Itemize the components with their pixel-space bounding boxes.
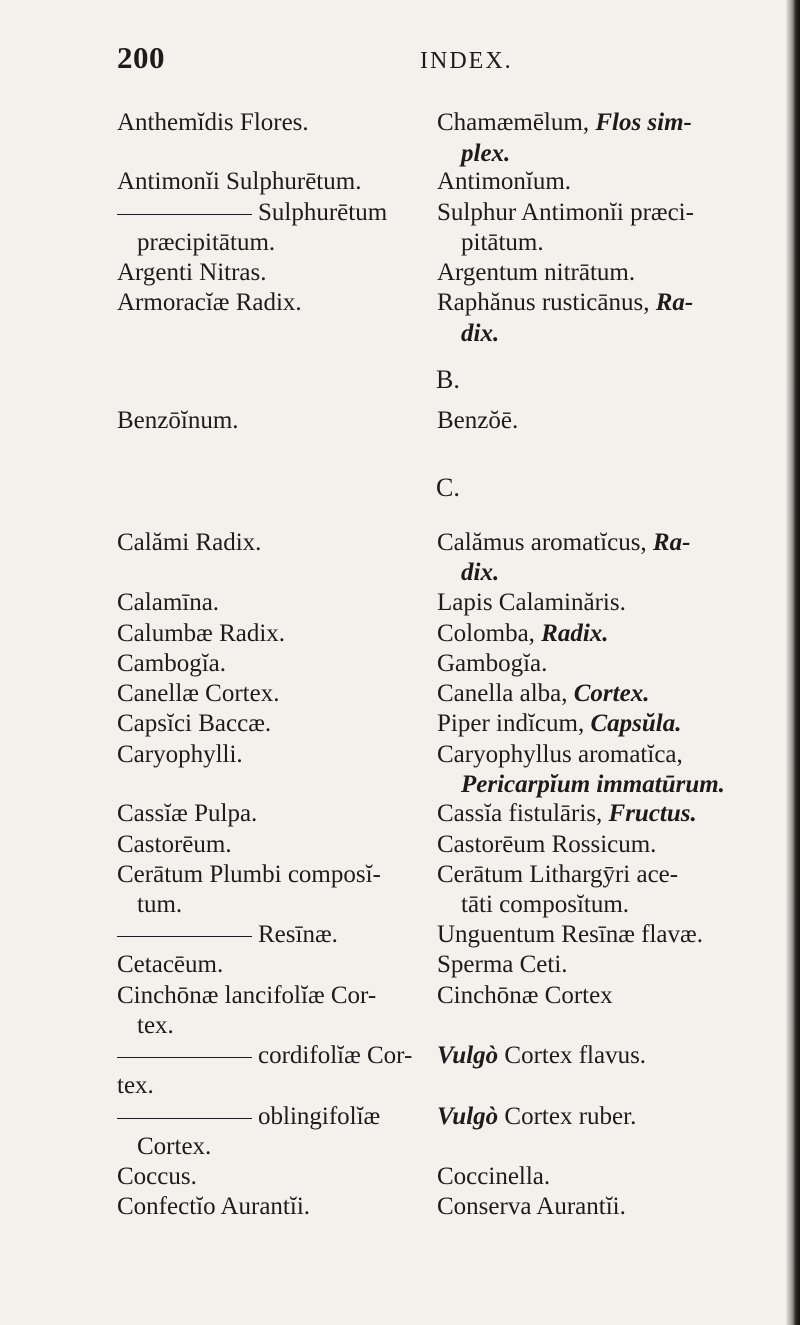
entry-right: tāti composĭtum. — [461, 891, 630, 918]
page-number: 200 — [117, 40, 165, 75]
entry-right: Conserva Aurantĭi. — [437, 1193, 626, 1220]
entry-right: Sperma Ceti. — [437, 951, 568, 978]
section-heading-c: C. — [436, 473, 460, 502]
entry-right: Unguentum Resīnæ flavæ. — [437, 921, 703, 948]
entry-left: Anthemĭdis Flores. — [117, 109, 309, 136]
page-header — [0, 40, 790, 80]
entry-left: Coccus. — [117, 1163, 197, 1190]
entry-left: Calumbæ Radix. — [117, 620, 286, 647]
entry-left: Argenti Nitras. — [117, 259, 267, 286]
entry-left: Cetacēum. — [117, 951, 224, 978]
entry-right: pitātum. — [461, 229, 544, 256]
entry-left: Castorēum. — [117, 831, 232, 858]
entry-left: Caryophylli. — [117, 741, 243, 768]
running-title: INDEX. — [420, 48, 513, 74]
entry-right: plex. — [461, 140, 511, 167]
entry-right: Cassĭa fistulāris, Fructus. — [437, 800, 697, 827]
entry-right: Colomba, Radix. — [437, 620, 609, 647]
page-edge-shadow — [786, 0, 800, 1325]
entry-left: præcipitātum. — [137, 229, 276, 256]
ditto-rule — [117, 1057, 252, 1058]
entry-left: tum. — [137, 891, 183, 918]
entry-right: Argentum nitrātum. — [437, 259, 636, 286]
entry-right: Pericarpĭum immatūrum. — [461, 771, 725, 798]
entry-left-dashed: Resīnæ. — [117, 919, 338, 950]
ditto-rule — [117, 214, 252, 215]
entry-right: dix. — [461, 559, 500, 586]
entry-right: Coccinella. — [437, 1163, 551, 1190]
entry-right: Gambogĭa. — [437, 650, 548, 677]
entry-left: tex. — [117, 1072, 154, 1099]
entry-right: Chamæmēlum, Flos sim- — [437, 109, 692, 136]
ditto-rule — [117, 1118, 252, 1119]
entry-right: Canella alba, Cortex. — [437, 680, 650, 707]
entry-right: Cinchōnæ Cortex — [437, 982, 613, 1009]
entry-left: Calămi Radix. — [117, 529, 262, 556]
entry-right: Vulgò Cortex flavus. — [437, 1042, 647, 1069]
entry-left: Antimonĭi Sulphurētum. — [117, 168, 362, 195]
entry-right: Vulgò Cortex ruber. — [437, 1103, 637, 1130]
ditto-rule — [117, 936, 252, 937]
entry-right: Antimonĭum. — [437, 168, 572, 195]
entry-left: Canellæ Cortex. — [117, 680, 280, 707]
entry-right: Caryophyllus aromatĭca, — [437, 741, 683, 768]
entry-right: Benzŏē. — [437, 407, 519, 434]
entry-left: Cambogĭa. — [117, 650, 227, 677]
section-heading-b: B. — [436, 365, 460, 394]
entry-right: Piper indĭcum, Capsŭla. — [437, 710, 682, 737]
entry-left: Armoracĭæ Radix. — [117, 289, 302, 316]
entry-left: tex. — [137, 1012, 174, 1039]
entry-left: Cinchōnæ lancifolĭæ Cor- — [117, 982, 377, 1009]
entry-right: Castorēum Rossicum. — [437, 831, 657, 858]
entry-right: Lapis Calaminăris. — [437, 589, 626, 616]
entry-left: Calamīna. — [117, 589, 220, 616]
entry-right: Cerātum Lithargȳri ace- — [437, 861, 679, 888]
entry-right: Calămus aromatĭcus, Ra- — [437, 529, 691, 556]
entry-left: Confectĭo Aurantĭi. — [117, 1193, 311, 1220]
entry-left-dashed: Sulphurētum — [117, 197, 387, 228]
entry-right: Sulphur Antimonĭi præci- — [437, 199, 694, 226]
entry-left: Cassĭæ Pulpa. — [117, 800, 258, 827]
entry-right: dix. — [461, 320, 500, 347]
entry-left: Cortex. — [137, 1133, 212, 1160]
entry-left-dashed: cordifolĭæ Cor- — [117, 1040, 412, 1071]
entry-left: Capsĭci Baccæ. — [117, 710, 272, 737]
entry-left: Cerātum Plumbi composĭ- — [117, 861, 381, 888]
entry-left-dashed: oblingifolĭæ — [117, 1101, 380, 1132]
entry-left: Benzōĭnum. — [117, 407, 239, 434]
entry-right: Raphănus rusticānus, Ra- — [437, 289, 694, 316]
